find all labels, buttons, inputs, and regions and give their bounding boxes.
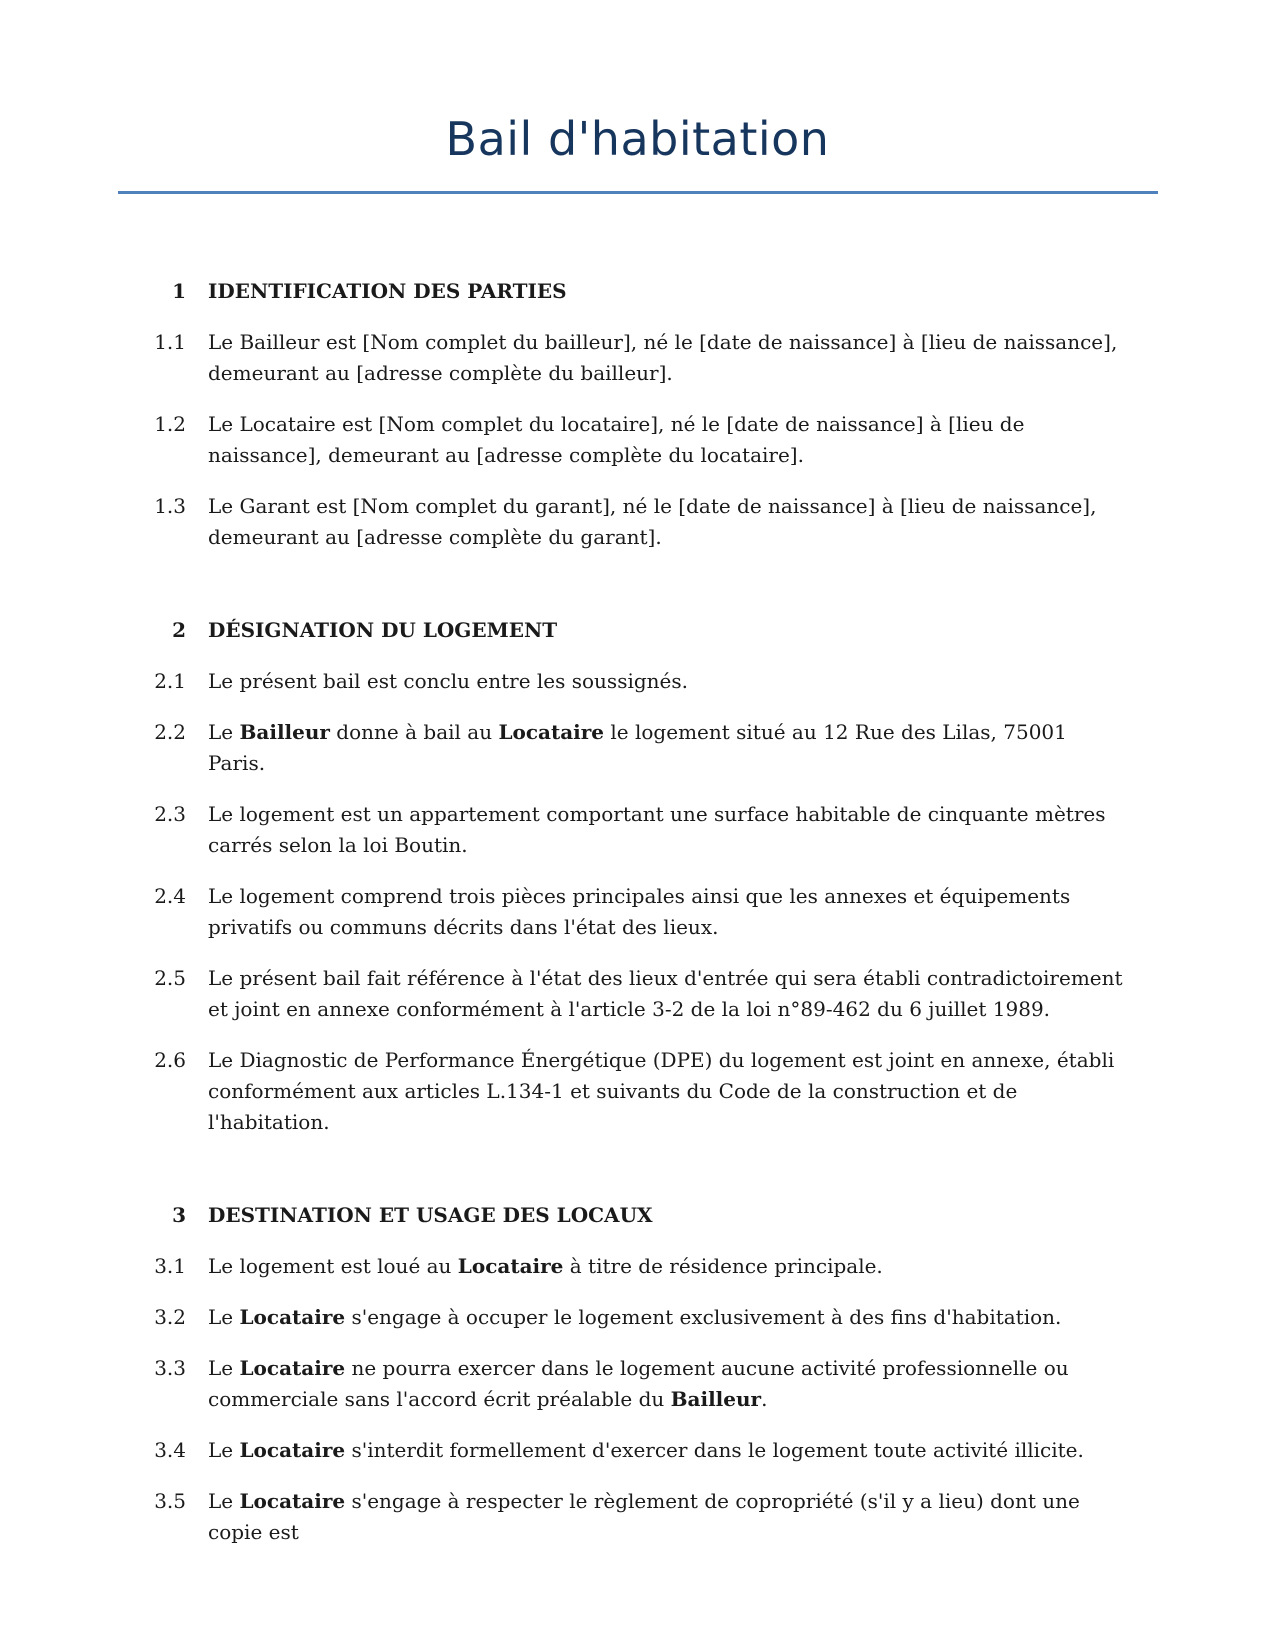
section-heading bbox=[150, 615, 1130, 646]
clause bbox=[150, 1302, 1130, 1333]
clause-text-part: ne pourra exercer dans le logement aucune activité professionnelle ou commerciale sans l'accord écrit préalable du bbox=[208, 1356, 1069, 1411]
party-term: Locataire bbox=[457, 1254, 564, 1278]
clause bbox=[150, 881, 1130, 943]
section-spacer bbox=[150, 573, 1130, 615]
party-term: Locataire bbox=[239, 1489, 346, 1513]
clause-number: 2.4 bbox=[154, 884, 186, 908]
party-term: Locataire bbox=[239, 1438, 346, 1462]
clause-text-part: le logement situé au 12 Rue des Lilas, 75001 Paris. bbox=[208, 720, 1067, 775]
clause-text bbox=[208, 1302, 1130, 1333]
clause-text-part: s'engage à occuper le logement exclusivement à des fins d'habitation. bbox=[345, 1305, 1062, 1329]
clause-number: 3.3 bbox=[154, 1356, 186, 1380]
section-title: IDENTIFICATION DES PARTIES bbox=[208, 279, 567, 303]
section-title: DESTINATION ET USAGE DES LOCAUX bbox=[208, 1203, 653, 1227]
clause-text-part: donne à bail au bbox=[329, 720, 499, 744]
clause-text bbox=[208, 799, 1130, 861]
clause-text-part: Le bbox=[208, 1489, 240, 1513]
clause bbox=[150, 327, 1130, 389]
party-term: Locataire bbox=[498, 720, 605, 744]
clause-text-part: Le Diagnostic de Performance Énergétique (DPE) du logement est joint en annexe, établi conformément aux articles L.134-1 et suivants du Code de la construction et de l'habitation. bbox=[208, 1048, 1115, 1134]
section-heading bbox=[150, 276, 1130, 307]
clause bbox=[150, 1435, 1130, 1466]
clause-text-part: s'interdit formellement d'exercer dans le logement toute activité illicite. bbox=[345, 1438, 1084, 1462]
clause bbox=[150, 1353, 1130, 1415]
clause-text-part: . bbox=[761, 1387, 768, 1411]
document-body bbox=[150, 276, 1130, 1568]
clause-text-part: Le bbox=[208, 1305, 240, 1329]
clause-number: 1.2 bbox=[154, 412, 186, 436]
party-term: Locataire bbox=[239, 1356, 346, 1380]
clause bbox=[150, 1486, 1130, 1548]
section-spacer bbox=[150, 1158, 1130, 1200]
clause-text-part: Le logement est loué au bbox=[208, 1254, 458, 1278]
clause-text bbox=[208, 1251, 1130, 1282]
clause-number: 2.3 bbox=[154, 802, 186, 826]
section-title: DÉSIGNATION DU LOGEMENT bbox=[208, 618, 558, 642]
clause-text-part: Le bbox=[208, 1438, 240, 1462]
party-term: Locataire bbox=[239, 1305, 346, 1329]
clause bbox=[150, 717, 1130, 779]
clause bbox=[150, 1251, 1130, 1282]
clause-number: 2.2 bbox=[154, 720, 186, 744]
clause-text-part: Le bbox=[208, 1356, 240, 1380]
section-heading bbox=[150, 1200, 1130, 1231]
document-title: Bail d'habitation bbox=[445, 112, 830, 166]
clause-text bbox=[208, 881, 1130, 943]
clause-text-part: à titre de résidence principale. bbox=[563, 1254, 883, 1278]
clause-text-part: Le Locataire est [Nom complet du locataire], né le [date de naissance] à [lieu de naissance], demeurant au [adresse complète du locataire]. bbox=[208, 412, 1025, 467]
section-number: 2 bbox=[172, 618, 186, 642]
clause-number: 3.4 bbox=[154, 1438, 186, 1462]
clause-number: 2.5 bbox=[154, 966, 186, 990]
section-number: 3 bbox=[172, 1203, 186, 1227]
clause bbox=[150, 799, 1130, 861]
clause-number: 2.1 bbox=[154, 669, 186, 693]
clause bbox=[150, 491, 1130, 553]
title-underline bbox=[118, 191, 1158, 194]
clause-text bbox=[208, 1353, 1130, 1415]
clause-text bbox=[208, 327, 1130, 389]
party-term: Bailleur bbox=[239, 720, 330, 744]
section-number: 1 bbox=[172, 279, 186, 303]
clause bbox=[150, 666, 1130, 697]
party-term: Bailleur bbox=[670, 1387, 762, 1411]
clause-number: 2.6 bbox=[154, 1048, 186, 1072]
clause bbox=[150, 409, 1130, 471]
clause-number: 1.3 bbox=[154, 494, 186, 518]
clause-text bbox=[208, 409, 1130, 471]
clause bbox=[150, 1045, 1130, 1138]
clause-text-part: Le logement est un appartement comportant une surface habitable de cinquante mètres carrés selon la loi Boutin. bbox=[208, 802, 1106, 857]
clause-number: 3.2 bbox=[154, 1305, 186, 1329]
clause-number: 3.1 bbox=[154, 1254, 186, 1278]
clause-text-part: Le Garant est [Nom complet du garant], né le [date de naissance] à [lieu de naissance], demeurant au [adresse complète du garant]. bbox=[208, 494, 1097, 549]
clause-text-part: Le logement comprend trois pièces principales ainsi que les annexes et équipements privatifs ou communs décrits dans l'état des lieux. bbox=[208, 884, 1071, 939]
clause-text-part: Le Bailleur est [Nom complet du bailleur], né le [date de naissance] à [lieu de naissance], demeurant au [adresse complète du bailleur]. bbox=[208, 330, 1118, 385]
clause-text-part: Le présent bail fait référence à l'état des lieux d'entrée qui sera établi contradictoirement et joint en annexe conformément à l'article 3-2 de la loi n°89-462 du 6 juillet 1989. bbox=[208, 966, 1123, 1021]
clause-text bbox=[208, 666, 1130, 697]
clause-text-part: Le présent bail est conclu entre les soussignés. bbox=[208, 669, 688, 693]
clause-text-part: Le bbox=[208, 720, 240, 744]
clause-text bbox=[208, 1435, 1130, 1466]
clause-text bbox=[208, 1486, 1130, 1548]
clause-text bbox=[208, 491, 1130, 553]
clause-text-part: s'engage à respecter le règlement de copropriété (s'il y a lieu) dont une copie est bbox=[208, 1489, 1080, 1544]
clause-text bbox=[208, 1045, 1130, 1138]
clause-text bbox=[208, 717, 1130, 779]
clause-number: 1.1 bbox=[154, 330, 186, 354]
clause-number: 3.5 bbox=[154, 1489, 186, 1513]
clause bbox=[150, 963, 1130, 1025]
clause-text bbox=[208, 963, 1130, 1025]
